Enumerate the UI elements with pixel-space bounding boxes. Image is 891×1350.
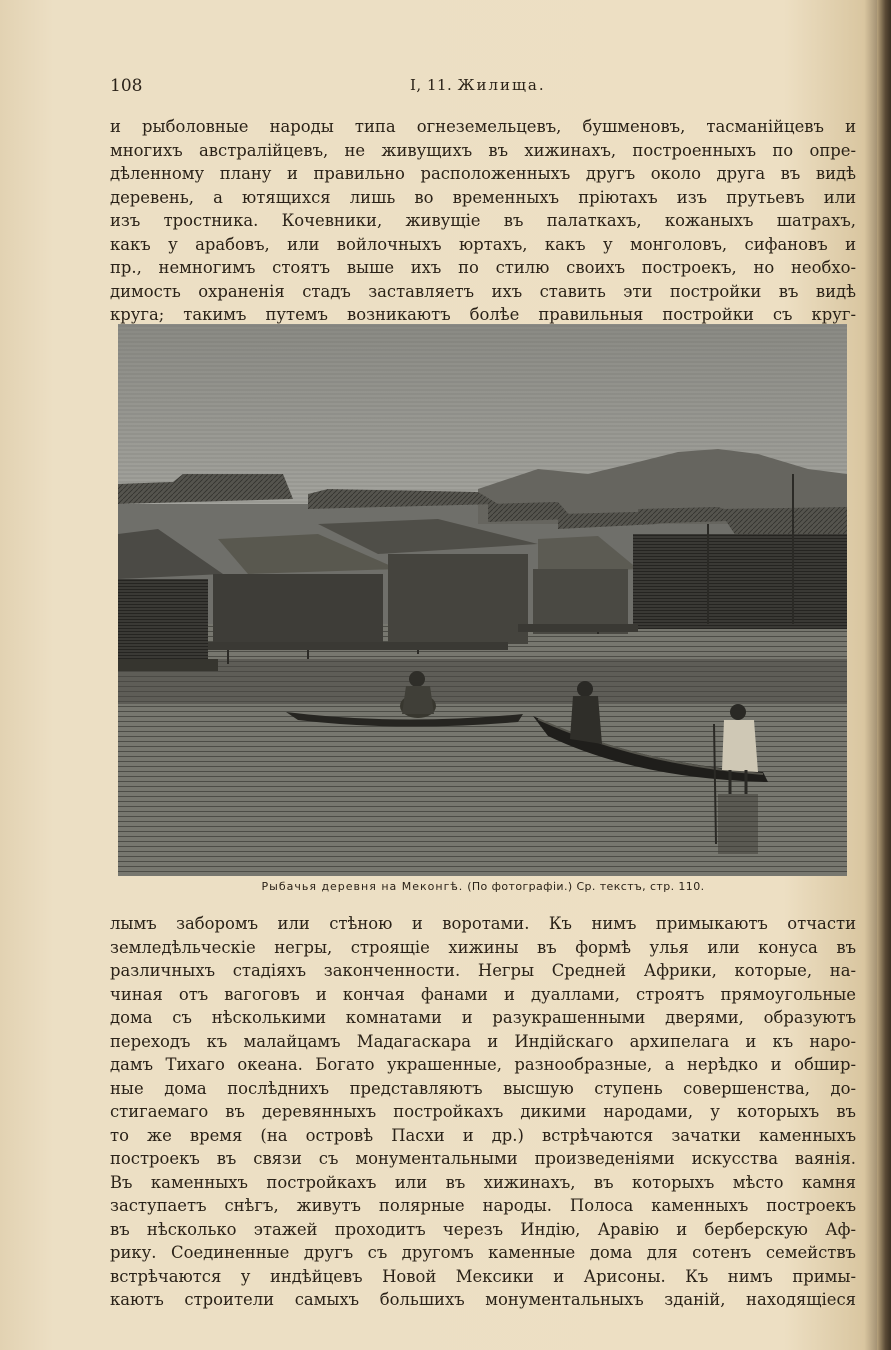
- text-line: изъ тростника. Кочевники, живущіе въ палаткахъ, кожаныхъ шатрахъ,: [110, 211, 856, 230]
- book-spine-edge: [877, 0, 891, 1350]
- running-head: [410, 76, 546, 94]
- text-line: дѣленному плану и правильно расположенныхъ другъ около друга въ видѣ: [110, 164, 856, 183]
- text-line: каютъ строители самыхъ большихъ монументальныхъ зданій, находящіеся: [110, 1290, 856, 1309]
- text-line: различныхъ стадіяхъ законченности. Негры Средней Африки, которые, на-: [110, 961, 856, 980]
- text-line: димость охраненія стадъ заставляетъ ихъ ставить эти постройки въ видѣ: [110, 281, 856, 301]
- text-block-bottom: [110, 912, 856, 1312]
- caption-title: Рыбачья деревня на Меконгѣ.: [261, 880, 464, 893]
- text-line: построекъ въ связи съ монументальными произведеніями искусства ваянія.: [110, 1149, 856, 1168]
- caption-source: (По фотографіи.): [467, 880, 573, 893]
- text-line: многихъ австралійцевъ, не живущихъ въ хижинахъ, построенныхъ по опре-: [110, 140, 856, 160]
- text-line: Въ каменныхъ постройкахъ или въ хижинахъ, въ которыхъ мѣсто камня: [110, 1172, 856, 1192]
- page-header: [110, 76, 856, 100]
- text-block-top: [110, 115, 856, 327]
- text-line: какъ у арабовъ, или войлочныхъ юртахъ, какъ у монголовъ, сифановъ и: [110, 234, 856, 254]
- caption-reference: Ср. текстъ, стр. 110.: [576, 880, 705, 893]
- text-line: пр., немногимъ стоятъ выше ихъ по стилю своихъ построекъ, но необхо-: [110, 258, 856, 277]
- text-line: то же время (на островѣ Пасхи и др.) встрѣчаются зачатки каменныхъ: [110, 1125, 856, 1145]
- text-line: круга; такимъ путемъ возникаютъ болѣе правильныя постройки съ круг-: [110, 305, 856, 324]
- text-line: въ нѣсколько этажей проходитъ черезъ Индію, Аравію и берберскую Аф-: [110, 1219, 856, 1239]
- text-line: встрѣчаются у индѣйцевъ Новой Мексики и Арисоны. Къ нимъ примы-: [110, 1266, 856, 1286]
- text-line: и рыболовные народы типа огнеземельцевъ, бушменовъ, тасманійцевъ и: [110, 117, 856, 136]
- chapter-title: Жилища.: [457, 76, 546, 94]
- text-line: переходъ къ малайцамъ Мадагаскара и Индійскаго архипелага и къ наро-: [110, 1031, 856, 1051]
- text-line: земледѣльческіе негры, строящіе хижины въ формѣ улья или конуса въ: [110, 937, 856, 957]
- figure-caption: [110, 880, 856, 893]
- section-number: I, 11.: [410, 76, 453, 94]
- text-line: ные дома послѣднихъ представляютъ высшую ступень совершенства, до-: [110, 1078, 856, 1098]
- text-line: стигаемаго въ деревянныхъ постройкахъ дикими народами, у которыхъ въ: [110, 1102, 856, 1121]
- text-line: дамъ Тихаго океана. Богато украшенные, разнообразные, а нерѣдко и обшир-: [110, 1055, 856, 1074]
- text-line: лымъ заборомъ или стѣною и воротами. Къ нимъ примыкаютъ отчасти: [110, 914, 856, 933]
- text-line: дома съ нѣсколькими комнатами и разукрашенными дверями, образуютъ: [110, 1008, 856, 1027]
- engraving-fishing-village: [118, 324, 847, 876]
- text-line: заступаетъ снѣгъ, живутъ полярные народы. Полоса каменныхъ построекъ: [110, 1196, 856, 1215]
- engraving-illustration: [118, 324, 847, 876]
- text-line: деревень, а ютящихся лишь во временныхъ пріютахъ изъ прутьевъ или: [110, 187, 856, 207]
- page-number: 108: [110, 76, 143, 96]
- text-line: чиная отъ вагоговъ и кончая фанами и дуаллами, строятъ прямоугольные: [110, 984, 856, 1004]
- text-line: рику. Соединенные другъ съ другомъ каменные дома для сотенъ семействъ: [110, 1243, 856, 1262]
